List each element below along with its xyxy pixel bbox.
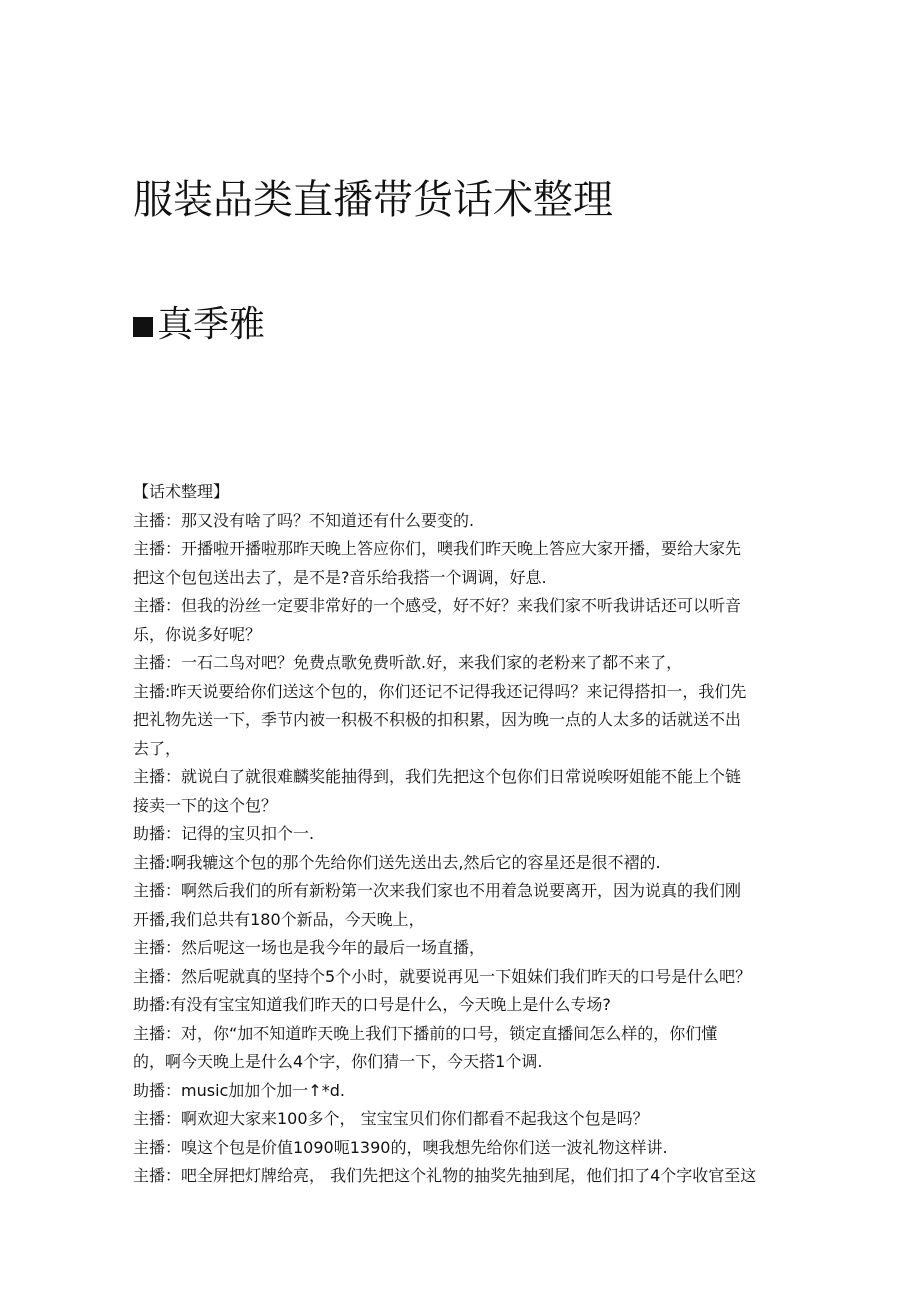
transcript-line: 主播：吧全屏把灯牌给亮， 我们先把这个礼物的抽奖先抽到尾，他们扣了4个字收官至这: [133, 1166, 757, 1185]
subtitle-text: 真季雅: [157, 304, 266, 345]
transcript-line: 主播：开播啦开播啦那昨天晚上答应你们，噢我们昨天晚上答应大家开播，要给大家先: [133, 539, 742, 558]
transcript-line: 主播：啊然后我们的所有新粉第一次来我们家也不用着急说要离开，因为说真的我们刚: [133, 881, 742, 900]
transcript-line: 主播:昨天说要给你们送这个包的，你们还记不记得我还记得吗？来记得搭扣一，我们先: [133, 681, 747, 701]
section-header: 【话术整理】: [133, 482, 230, 501]
transcript-line: 乐，你说多好呢？: [133, 624, 262, 644]
transcript-line: 主播：那又没有啥了吗？不知道还有什么要变的.: [133, 510, 475, 530]
transcript-line: 主播：嗅这个包是价值1090呃1390的，噢我想先给你们送一波礼物这样讲.: [133, 1137, 668, 1157]
page-title: 服装品类直播带货话术整理: [133, 177, 613, 223]
transcript-line: 主播：啊欢迎大家来100多个， 宝宝宝贝们你们都看不起我这个包是吗？: [133, 1109, 649, 1128]
transcript-body: [133, 478, 798, 1191]
transcript-line: 把礼物先送一下，季节内被一积极不积极的扣积累，因为晚一点的人太多的话就送不出: [133, 710, 742, 729]
transcript-line: 主播：就说白了就很难麟奖能抽得到，我们先把这个包你们日常说唉呀姐能不能上个链: [133, 767, 742, 786]
transcript-line: 助播：music加加个加一↑*d.: [133, 1080, 345, 1100]
transcript-line: 助播:有没有宝宝知道我们昨天的口号是什么，今天晚上是什么专场?: [133, 995, 611, 1014]
transcript-line: 主播：然后呢就真的坚持个5个小时，就要说再见一下姐妹们我们昨天的口号是什么吧？: [133, 966, 752, 986]
transcript-line: 主播：一石二鸟对吧？免费点歌免费听歆.好，来我们家的老粉来了都不来了，: [133, 653, 683, 672]
transcript-line: 主播：然后呢这一场也是我今年的最后一场直播，: [133, 938, 486, 957]
transcript-line: 主播:啊我辘这个包的那个先给你们送先送出去,然后它的容星还是很不褶的.: [133, 852, 661, 872]
transcript-line: 去了，: [133, 738, 182, 758]
subtitle: [133, 300, 265, 350]
transcript-line: 主播：但我的汾丝一定要非常好的一个感受，好不好？来我们家不听我讲话还可以听音: [133, 596, 742, 615]
transcript-line: 接卖一下的这个包？: [133, 795, 278, 815]
transcript-line: 开播,我们总共有180个新品，今天晚上，: [133, 909, 425, 929]
transcript-line: 把这个包包送出去了，是不是?音乐给我搭一个调调，好息.: [133, 567, 547, 587]
transcript-line: 的，啊今天晚上是什么4个字，你们猜一下，今天搭1个调.: [133, 1052, 543, 1071]
transcript-line: 助播：记得的宝贝扣个一.: [133, 824, 315, 843]
transcript-line: 主播：对，你“加不知道昨天晚上我们下播前的口号，锁定直播间怎么样的，你们懂: [133, 1023, 718, 1043]
square-bullet-icon: [133, 317, 153, 337]
